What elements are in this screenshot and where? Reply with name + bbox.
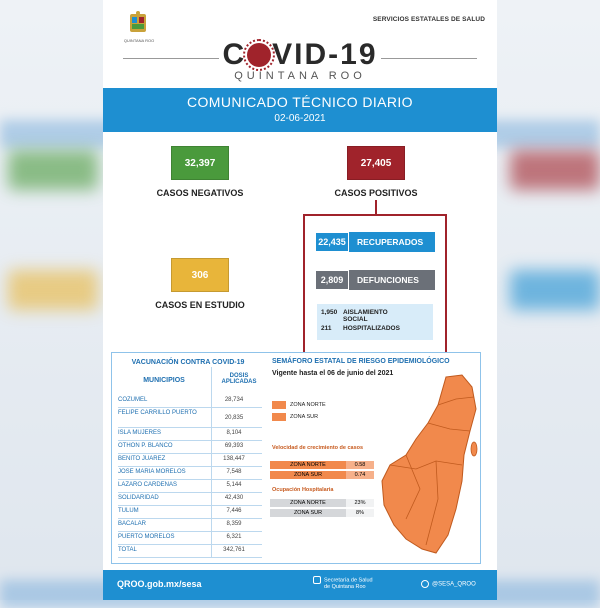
semaforo-vigente: Vigente hasta el 06 de junio del 2021 <box>272 370 394 377</box>
municipio-name: JOSE MARIA MORELOS <box>118 469 186 475</box>
state-seal-icon <box>125 10 151 36</box>
dosis-value: 69,393 <box>224 443 244 449</box>
background-blob <box>510 270 600 310</box>
casos-positivos-value: 27,405 <box>347 146 405 180</box>
municipio-name: BENITO JUAREZ <box>118 456 166 462</box>
vacunacion-row <box>118 443 262 449</box>
quintana-roo-map <box>376 369 480 561</box>
aislamiento-label: AISLAMIENTO SOCIAL <box>343 309 388 323</box>
defunciones-value: 2,809 <box>315 270 349 290</box>
dosis-value: 6,321 <box>226 534 242 540</box>
hospitalizados-value: 211 <box>321 325 332 332</box>
dosis-value: 7,446 <box>226 508 242 514</box>
hospitalizados-label: HOSPITALIZADOS <box>343 325 400 332</box>
footer <box>103 570 497 600</box>
virus-icon <box>247 43 271 67</box>
municipio-name: FELIPE CARRILLO PUERTO <box>118 410 197 416</box>
facebook-icon <box>313 576 321 584</box>
connector-line <box>375 200 377 214</box>
vacunacion-row <box>118 482 262 488</box>
municipio-name: LAZARO CARDENAS <box>118 482 178 488</box>
municipio-name: TOTAL <box>118 547 137 553</box>
velocidad-title: Velocidad de crecimiento de casos <box>272 445 364 451</box>
row-divider <box>118 505 262 506</box>
defunciones-pill <box>315 270 435 290</box>
row-divider <box>118 453 262 454</box>
twitter-handle: @SESA_QROO <box>432 581 476 588</box>
dosis-value: 42,430 <box>224 495 244 501</box>
info-panel <box>111 352 481 564</box>
row-divider <box>118 466 262 467</box>
velocidad-value: 0.74 <box>346 471 374 479</box>
municipio-name: SOLIDARIDAD <box>118 495 159 501</box>
dosis-value: 28,734 <box>224 397 244 403</box>
ocupacion-row <box>270 509 374 517</box>
legend-sur: ZONA SUR <box>290 414 319 420</box>
row-divider <box>118 479 262 480</box>
row-divider <box>118 531 262 532</box>
municipio-name: OTHON P. BLANCO <box>118 443 173 449</box>
col-dosis: DOSIS APLICADAS <box>221 373 257 385</box>
aislamiento-hospitalizados-box <box>317 304 433 340</box>
covid-title <box>103 38 497 72</box>
dosis-value: 8,359 <box>226 521 242 527</box>
semaforo-title: SEMÁFORO ESTATAL DE RIESGO EPIDEMIOLÓGICO <box>272 358 450 365</box>
title-part: VID-19 <box>272 38 378 71</box>
municipio-name: PUERTO MORELOS <box>118 534 175 540</box>
row-divider <box>118 557 262 558</box>
municipio-name: ISLA MUJERES <box>118 430 162 436</box>
ocupacion-value: 8% <box>346 509 374 517</box>
velocidad-zona: ZONA SUR <box>293 472 323 478</box>
row-divider <box>118 544 262 545</box>
velocidad-zona: ZONA NORTE <box>290 462 326 468</box>
casos-negativos-value: 32,397 <box>171 146 229 180</box>
velocidad-value: 0.58 <box>346 461 374 469</box>
ocupacion-zona: ZONA SUR <box>293 510 323 516</box>
vacunacion-row <box>118 521 262 527</box>
ocupacion-zona: ZONA NORTE <box>290 500 326 506</box>
facebook-line1: Secretaría de Salud <box>324 577 373 584</box>
facebook-line2: de Quintana Roo <box>324 584 366 591</box>
vacunacion-row <box>118 469 262 475</box>
poster <box>103 0 497 600</box>
aislamiento-value: 1,950 <box>321 309 338 316</box>
row-divider <box>118 407 262 408</box>
ocupacion-row <box>270 499 374 507</box>
vacunacion-row <box>118 410 262 421</box>
dosis-value: 138,447 <box>223 456 245 462</box>
dosis-value: 20,835 <box>224 415 244 421</box>
vacunacion-row <box>118 547 262 553</box>
casos-positivos-label: CASOS POSITIVOS <box>334 188 418 198</box>
banner-date: 02-06-2021 <box>274 113 326 124</box>
recuperados-pill <box>315 232 435 252</box>
vacunacion-row <box>118 397 262 403</box>
row-divider <box>118 427 262 428</box>
background-blob <box>8 150 98 190</box>
dosis-value: 5,144 <box>226 482 242 488</box>
vacunacion-title: VACUNACIÓN CONTRA COVID-19 <box>131 359 245 366</box>
dosis-value: 342,761 <box>223 547 245 553</box>
footer-facebook[interactable] <box>313 576 373 591</box>
dosis-value: 8,104 <box>226 430 242 436</box>
vacunacion-row <box>118 456 262 462</box>
row-divider <box>118 492 262 493</box>
footer-twitter[interactable] <box>421 580 476 588</box>
vacunacion-table <box>112 353 264 563</box>
defunciones-label: DEFUNCIONES <box>357 275 419 285</box>
municipio-name: TULUM <box>118 508 139 514</box>
dosis-value: 7,548 <box>226 469 242 475</box>
vacunacion-row <box>118 495 262 501</box>
background-blob <box>8 270 98 310</box>
velocidad-row <box>270 471 374 479</box>
recuperados-label: RECUPERADOS <box>357 237 424 247</box>
casos-negativos-label: CASOS NEGATIVOS <box>156 188 244 198</box>
ocupacion-title: Ocupación Hospitalaria <box>272 487 334 493</box>
recuperados-value: 22,435 <box>315 232 349 252</box>
casos-estudio-label: CASOS EN ESTUDIO <box>155 300 245 310</box>
vacunacion-row <box>118 430 262 436</box>
row-divider <box>118 440 262 441</box>
subtitle: QUINTANA ROO <box>234 70 366 82</box>
legend-swatch-sur <box>272 413 286 421</box>
ocupacion-value: 23% <box>346 499 374 507</box>
state-name: QUINTANA ROO <box>123 38 155 43</box>
twitter-icon <box>421 580 429 588</box>
legend-swatch-norte <box>272 401 286 409</box>
title-part: C <box>222 38 247 71</box>
sesa-label: SERVICIOS ESTATALES DE SALUD <box>372 16 485 23</box>
banner <box>103 88 497 132</box>
velocidad-row <box>270 461 374 469</box>
vacunacion-row <box>118 534 262 540</box>
banner-title: COMUNICADO TÉCNICO DIARIO <box>187 94 413 110</box>
column-divider <box>211 367 212 557</box>
municipio-name: COZUMEL <box>118 397 148 403</box>
footer-url[interactable]: QROO.gob.mx/sesa <box>117 579 202 589</box>
casos-estudio-value: 306 <box>171 258 229 292</box>
vacunacion-row <box>118 508 262 514</box>
col-municipios: MUNICIPIOS <box>143 377 185 384</box>
row-divider <box>118 518 262 519</box>
municipio-name: BACALAR <box>118 521 147 527</box>
legend-norte: ZONA NORTE <box>290 402 326 408</box>
background-blob <box>510 150 600 190</box>
